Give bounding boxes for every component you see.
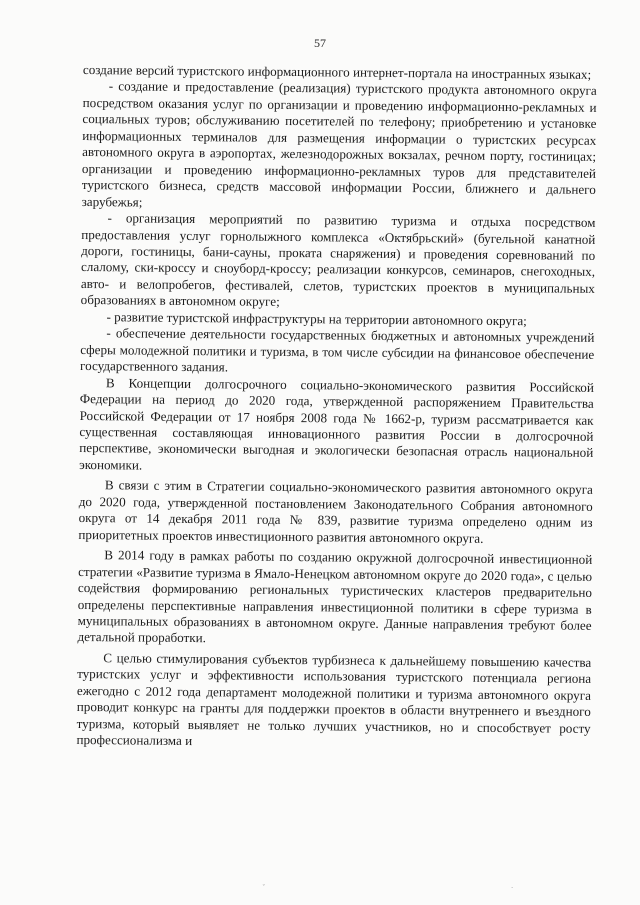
paragraph-state-institutions: - обеспечение деятельности государственных бюджетных и автономных учреждений сферы молодежной политики и туризма, в том числе субсидии на финансовое обеспечение государственного задания.	[80, 325, 595, 375]
paragraph-tourist-product: - создание и предоставление (реализация) туристского продукта автономного округа посредством оказания услуг по организации и проведению информационно-рекламных и социальных туров; обслуживанию посетителей по телефону; приобретению и установке информационных терминалов для размещения информации о туристских ресурсах автономного округа в аэропортах, железнодорожных вокзалах, речном порту, гостиницах; организации и проведению информационно-рекламных туров для представителей туристского бизнеса, средств массовой информации России, ближнего и дальнего зарубежья;	[81, 78, 597, 210]
document-body	[76, 62, 597, 753]
paragraph-portal-languages: создание версий туристского информационного интернет-портала на иностранных языках;	[82, 62, 592, 82]
paragraph-investment-strategy: В 2014 году в рамках работы по созданию окружной долгосрочной инвестиционной стратегии «Развитие туризма в Ямало-Ненецком автономном округе до 2020 года», с целью содействия формированию региональных туристических кластеров предварительно определены перспективные направления инвестиционной политики в сфере туризма в муниципальных образованиях в автономном округе. Данные направления требуют более детальной проработки.	[77, 547, 593, 646]
page-number: 57	[314, 36, 326, 50]
paragraph-grants-contest: С целью стимулирования субъектов турбизнеса к дальнейшему повышению качества туристских услуг и эффективности использования туристского потенциала региона ежегодно с 2012 года департамент молодежной политики и туризма автономного округа проводит конкурс на гранты для поддержки проектов в области внутреннего и въездного туризма, который выявляет не только лучших участников, но и способствует росту профессионализма и	[76, 650, 592, 749]
paragraph-federal-concept: В Концепции долгосрочного социально-экономического развития Российской Федерации на период до 2020 года, утвержденной распоряжением Правительства Российской Федерации от 17 ноября 2008 года № 1662-р, туризм рассматривается как существенная составляющая инновационного развития России в долгосрочной перспективе, экономически выгодная и экологически безопасная отрасль национальной экономики.	[79, 374, 594, 473]
paragraph-regional-strategy: В связи с этим в Стратегии социально-экономического развития автономного округа до 2020 года, утвержденной постановлением Законодательного Собрания автономного округа от 14 декабря 2011 года № 839, развитие туризма определено одним из приоритетных проектов инвестиционного развития автономного округа.	[78, 477, 593, 546]
scan-speck: ·	[511, 884, 514, 892]
paragraph-events-oktyabrsky: - организация мероприятий по развитию туризма и отдыха посредством предоставления услуг горнолыжного комплекса «Октябрьский» (бугельной канатной дороги, гостиницы, бани-сауны, проката снаряжения) и проведения соревнований по слалому, ски-кроссу и сноуборд-кроссу; реализации конкурсов, семинаров, снегоходных, авто- и велопробегов, фестивалей, слетов, туристских проектов в муниципальных образованиях в автономном округе;	[80, 210, 596, 310]
paragraph-infrastructure: - развитие туристской инфраструктуры на территории автономного округа;	[106, 309, 527, 329]
scan-speck: ˇ	[262, 884, 266, 892]
